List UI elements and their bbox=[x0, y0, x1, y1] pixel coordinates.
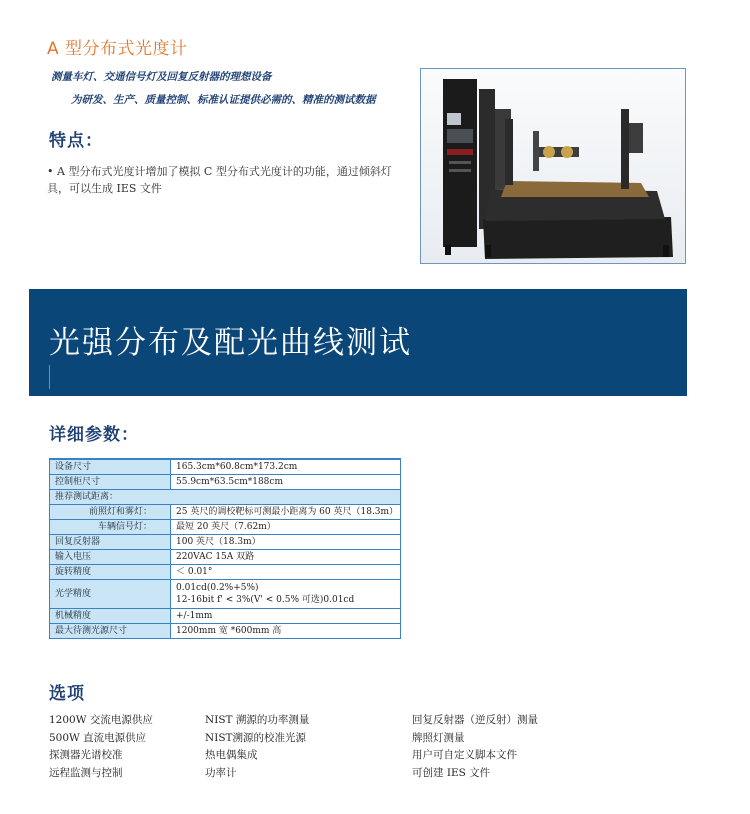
options-column-2 bbox=[205, 712, 309, 782]
param-value: 25 英尺的调校靶标可测最小距离为 60 英尺（18.3m） bbox=[171, 505, 401, 520]
param-value: 最短 20 英尺（7.62m） bbox=[171, 520, 401, 535]
param-value: 1200mm 宽 *600mm 高 bbox=[171, 624, 401, 639]
options-heading: 选项 bbox=[49, 684, 85, 704]
option-item: 热电偶集成 bbox=[205, 749, 258, 761]
table-row bbox=[50, 580, 401, 609]
feature-text: A 型分布式光度计增加了模拟 C 型分布式光度计的功能，通过倾斜灯具，可以生成 IES 文件 bbox=[47, 165, 392, 195]
features-heading: 特点： bbox=[49, 131, 103, 151]
banner-divider bbox=[49, 365, 50, 389]
table-row bbox=[50, 475, 401, 490]
goniophotometer-illustration bbox=[421, 69, 685, 263]
options-column-3 bbox=[412, 712, 538, 782]
param-value: ＜ 0.01° bbox=[171, 565, 401, 580]
params-heading: 详细参数： bbox=[49, 425, 139, 445]
bullet-mark: • bbox=[47, 165, 54, 178]
table-row bbox=[50, 505, 401, 520]
table-row bbox=[50, 609, 401, 624]
option-item: 探测器光谱校准 bbox=[49, 749, 123, 761]
tagline-1: 测量车灯、交通信号灯及回复反射器的理想设备 bbox=[51, 71, 272, 83]
tagline-2: 为研发、生产、质量控制、标准认证提供必需的、精准的测试数据 bbox=[71, 94, 376, 106]
param-key: 控制柜尺寸 bbox=[50, 475, 171, 490]
table-row bbox=[50, 535, 401, 550]
table-row bbox=[50, 550, 401, 565]
param-value: 165.3cm*60.8cm*173.2cm bbox=[171, 459, 401, 475]
param-value: 100 英尺（18.3m） bbox=[171, 535, 401, 550]
option-item: NIST溯源的校准光源 bbox=[205, 731, 307, 744]
param-key: 光学精度 bbox=[50, 580, 171, 609]
param-key: 推荐测试距离： bbox=[50, 490, 401, 505]
option-item: 1200W 交流电源供应 bbox=[49, 714, 153, 726]
param-key: 车辆信号灯： bbox=[50, 520, 171, 535]
option-item: 可创建 IES 文件 bbox=[412, 766, 491, 779]
option-item: 用户可自定义脚本文件 bbox=[412, 749, 517, 761]
option-item: 牌照灯测量 bbox=[412, 731, 465, 744]
param-value: 55.9cm*63.5cm*188cm bbox=[171, 475, 401, 490]
option-item: NIST 溯源的功率测量 bbox=[205, 714, 310, 726]
param-value-line-2: 12-16bit f' < 3%(V' < 0.5% 可选)0.01cd bbox=[176, 595, 355, 605]
option-item: 功率计 bbox=[205, 766, 237, 779]
param-value: 220VAC 15A 双路 bbox=[171, 550, 401, 565]
param-key: 最大待测光源尺寸 bbox=[50, 624, 171, 639]
table-row bbox=[50, 565, 401, 580]
table-row bbox=[50, 520, 401, 535]
goniophotometer-photo bbox=[420, 68, 686, 264]
document-title: A 型分布式光度计 bbox=[47, 39, 188, 59]
table-row bbox=[50, 459, 401, 475]
params-table bbox=[49, 458, 401, 639]
section-banner bbox=[29, 289, 687, 396]
option-item: 500W 直流电源供应 bbox=[49, 731, 147, 744]
param-key: 前照灯和雾灯： bbox=[50, 505, 171, 520]
param-key: 回复反射器 bbox=[50, 535, 171, 550]
param-key: 旋转精度 bbox=[50, 565, 171, 580]
option-item: 回复反射器（逆反射）测量 bbox=[412, 714, 538, 726]
param-key: 设备尺寸 bbox=[50, 459, 171, 475]
options-column-1 bbox=[49, 712, 153, 782]
param-key: 机械精度 bbox=[50, 609, 171, 624]
param-value-line-1: 0.01cd(0.2%+5%) bbox=[176, 583, 259, 593]
table-row bbox=[50, 490, 401, 505]
param-value bbox=[171, 580, 401, 609]
param-key: 输入电压 bbox=[50, 550, 171, 565]
feature-item bbox=[47, 163, 407, 197]
param-value: +/-1mm bbox=[171, 609, 401, 624]
banner-title: 光强分布及配光曲线测试 bbox=[49, 325, 412, 361]
option-item: 远程监测与控制 bbox=[49, 766, 123, 779]
table-row bbox=[50, 624, 401, 639]
